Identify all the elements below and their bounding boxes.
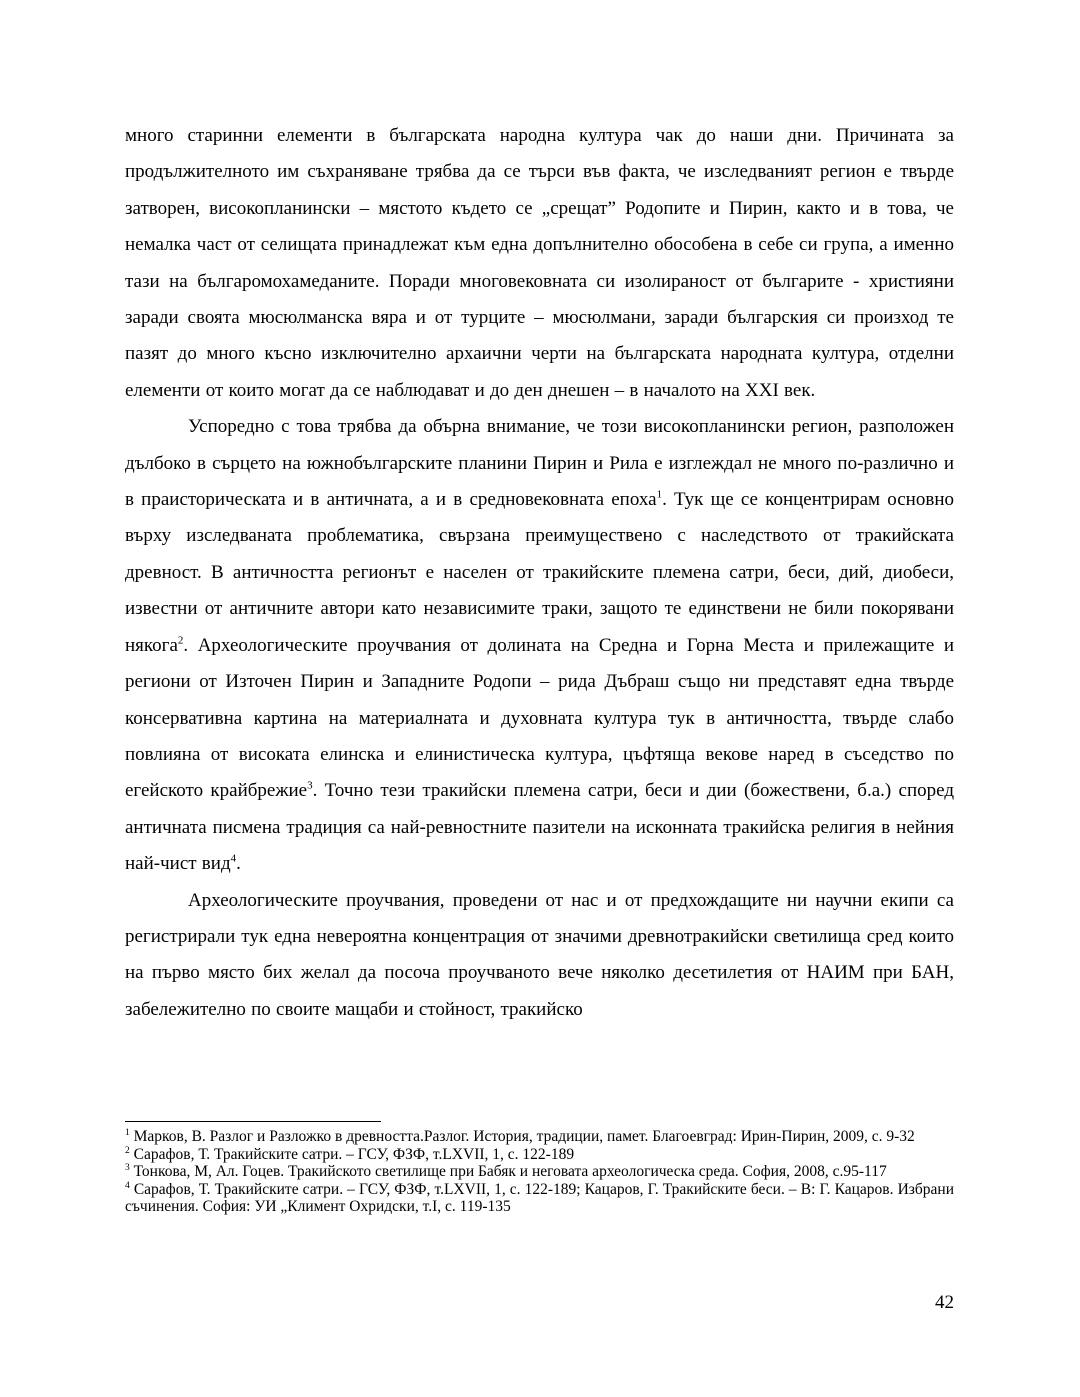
paragraph-2-text-e: . [236, 853, 241, 875]
page-number: 42 [935, 1292, 954, 1313]
footnote-1-text: Марков, В. Разлог и Разложко в древността.Разлог. История, традиции, памет. Благоевград: Ирин-Пирин, 2009, с. 9-32 [129, 1128, 915, 1145]
paragraph-2 [125, 409, 954, 882]
body-text [125, 118, 954, 1028]
document-page [125, 0, 954, 1397]
footnote-1-number: 1 [125, 1127, 130, 1138]
footnote-ref-1[interactable]: 1 [656, 488, 663, 501]
footnote-4 [125, 1181, 954, 1216]
footnote-ref-3[interactable]: 3 [307, 779, 313, 792]
paragraph-1: много старинни елементи в българската народна култура чак до наши дни. Причината за продължителното им съхраняване трябва да се търси във факта, че изследваният регион е твърде затворен, високопланински – мястото където се „срещат” Родопите и Пирин, както и в това, че немалка част от селищата принадлежат към една допълнително обособена в себе си група, а именно тази на българомохамеданите. Поради многовековната си изолираност от българите - християни заради своята мюсюлманска вяра и от турците – мюсюлмани, заради българския си произход те пазят до много късно изключително архаични черти на българската народната култура, отделни елементи от които могат да се наблюдават и до ден днешен – в началото на XXI век. [125, 125, 954, 401]
footnote-2-number: 2 [125, 1145, 130, 1156]
footnote-3-text: Тонкова, М, Ал. Гоцев. Тракийското светилище при Бабяк и неговата археологическа среда. София, 2008, с.95-117 [129, 1163, 887, 1180]
footnote-ref-4[interactable]: 4 [230, 852, 237, 865]
paragraph-2-text-d: . Точно тези тракийски племена сатри, беси и дии (божествени, б.а.) според античната писмена традиция са най-ревностните пазители на исконната тракийска религия в нейния най-чист вид [125, 780, 954, 875]
footnote-2 [125, 1146, 954, 1164]
footnote-2-text: Сарафов, Т. Тракийските сатри. – ГСУ, ФЗФ, т.LXVII, 1, с. 122-189 [129, 1145, 575, 1163]
footnote-3-number: 3 [125, 1162, 130, 1173]
footnote-4-text: Сарафов, Т. Тракийските сатри. – ГСУ, ФЗФ, т.LXVII, 1, с. 122-189; Кацаров, Г. Тракийските беси. – В: Г. Кацаров. Избрани съчинения. София: УИ „Климент Охридски, т.I, с. 119-135 [125, 1180, 954, 1215]
footnote-separator [125, 1121, 381, 1122]
paragraph-2-text-c: . Археологическите проучвания от долината на Средна и Горна Места и прилежащите и региони от Източен Пирин и Западните Родопи – рида Дъбраш също ни представят една твърде консервативна картина на материалната и духовната култура тук в античността, твърде слабо повлияна от високата елинска и елинистическа култура, цъфтяща векове наред в съседство по егейското крайбрежие [125, 634, 954, 802]
footnotes [125, 1128, 954, 1216]
paragraph-3: Археологическите проучвания, проведени от нас и от предхождащите ни научни екипи са регистрирали тук една невероятна концентрация от значими древнотракийски светилища сред които на първо място бих желал да посоча проучваното вече няколко десетилетия от НАИМ при БАН, забележително по своите мащаби и стойност, тракийско [125, 889, 954, 1020]
paragraph-2-text-b: . Тук ще се концентрирам основно върху изследваната проблематика, свързана преимуществено с наследството от тракийската древност. В античността регионът е населен от тракийските племена сатри, беси, дий, диобеси, известни от античните автори като независимите траки, защото те единствени не били покорявани някога [125, 489, 954, 656]
footnote-4-number: 4 [125, 1180, 130, 1191]
footnote-ref-2[interactable]: 2 [177, 634, 184, 647]
footnote-1 [125, 1128, 954, 1146]
footnote-3 [125, 1163, 954, 1181]
paragraph-2-text-a: Успоредно с това трябва да обърна внимание, че този високопланински регион, разположен дълбоко в сърцето на южнобългарските планини Пирин и Рила е изглеждал не много по-различно и в праисторическата и в античната, а и в средновековната епоха [125, 416, 954, 511]
